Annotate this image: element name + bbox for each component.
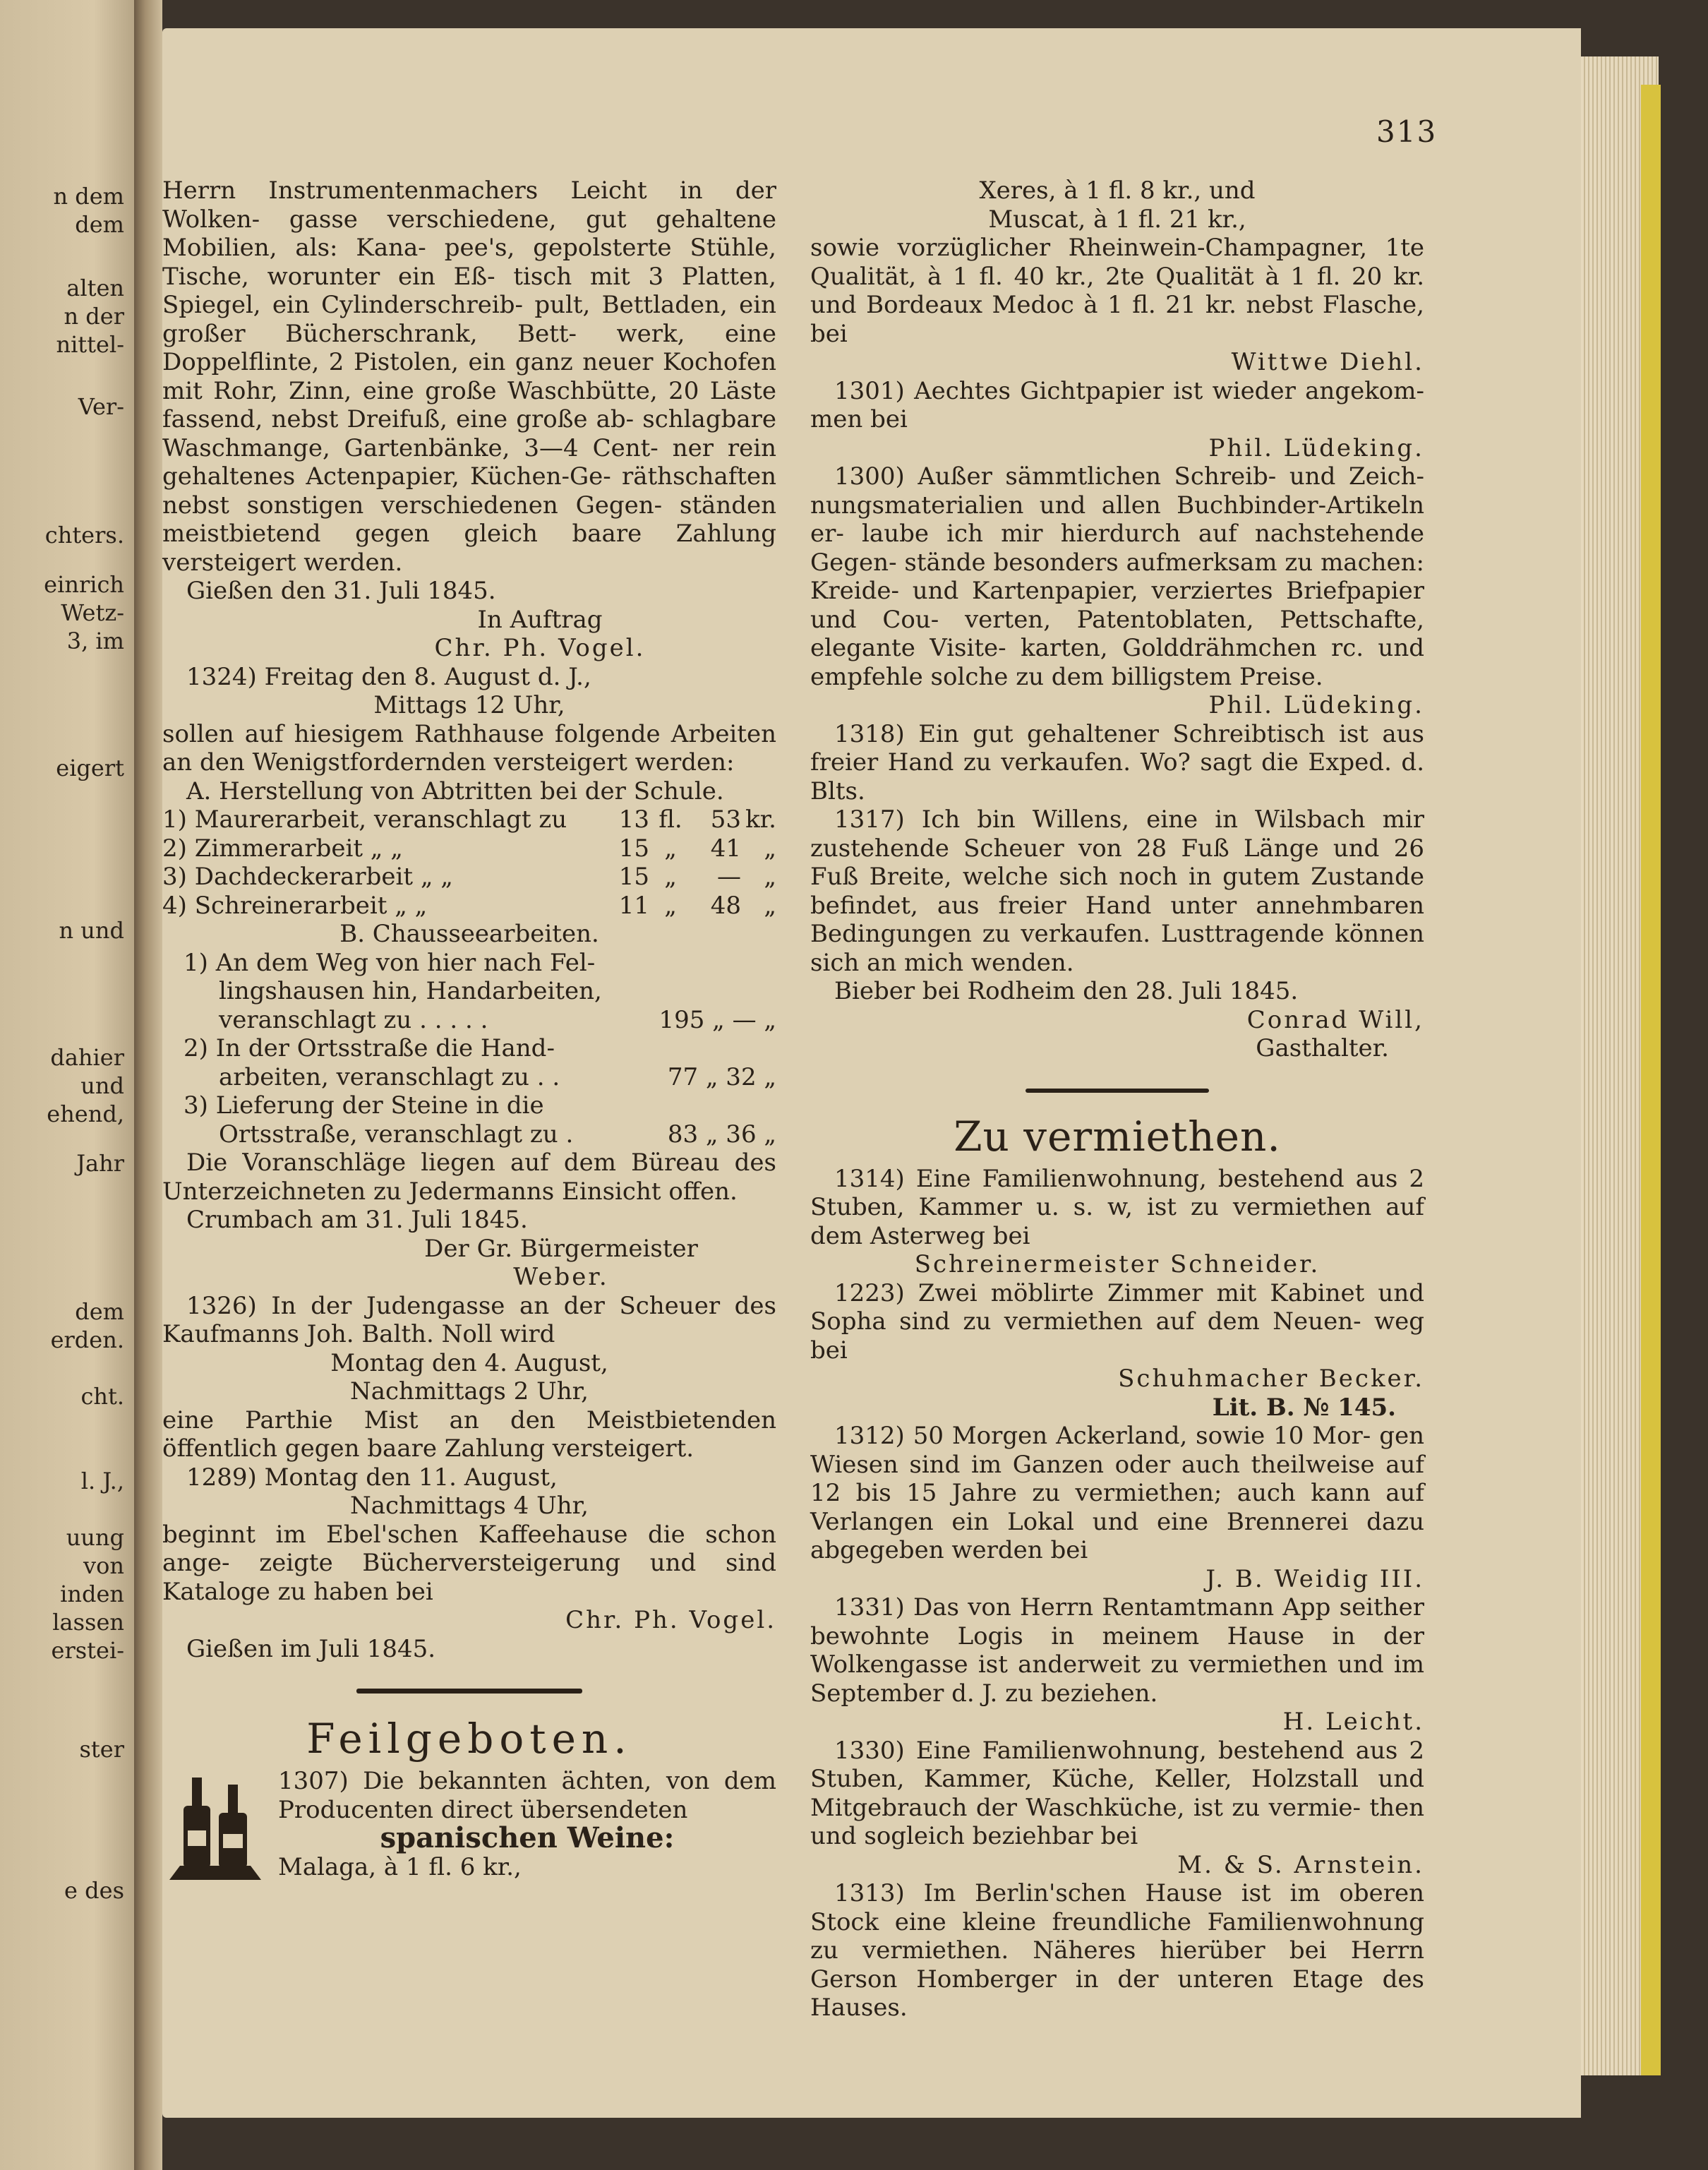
notice-1289-sig: Chr. Ph. Vogel. bbox=[565, 1606, 776, 1634]
notice-1317-place: Bieber bei Rodheim den 28. Juli 1845. bbox=[834, 977, 1299, 1005]
road-item-3a: 3) Lieferung der Steine in die bbox=[184, 1091, 544, 1120]
notice-1289-date: 1289) Montag den 11. August, bbox=[186, 1463, 558, 1492]
left-page-text-fragment: Jahr bbox=[76, 1150, 124, 1177]
notice-1330-sig: M. & S. Arnstein. bbox=[1177, 1850, 1424, 1879]
left-page-text-fragment: lassen bbox=[52, 1609, 124, 1636]
left-page-text-fragment: dahier bbox=[50, 1044, 124, 1071]
notice-1324-text: sollen auf hiesigem Rathhause folgende Arbeiten an den Wenigstfordernden versteigert werden: bbox=[162, 719, 776, 777]
notice-1313-text: 1313) Im Berlin'schen Hause ist im oberen Stock eine kleine freundliche Familienwohnung zu vermiethen. Näheres hierüber bei Herrn Gerson Homberger in der unteren Etage des Hauses. bbox=[810, 1879, 1424, 2022]
notice-1324-sig1: Der Gr. Bürgermeister bbox=[424, 1234, 698, 1263]
left-page-text-fragment: n dem bbox=[53, 183, 124, 210]
left-page-text-fragment: n und bbox=[59, 917, 124, 944]
notice-1307-text: 1307) Die bekannten ächten, von dem Producenten direct übersendeten bbox=[278, 1767, 776, 1824]
left-page-text-fragment: erstei- bbox=[51, 1637, 124, 1664]
left-page-text-fragment: eigert bbox=[56, 755, 124, 781]
notice-1331-sig: H. Leicht. bbox=[1282, 1708, 1424, 1736]
cost-unit: „ bbox=[764, 834, 776, 863]
cost-value: 11 bbox=[618, 891, 649, 920]
wine-champagner: sowie vorzüglicher Rheinwein-Champagner, 1te Qualität, à 1 fl. 40 kr., 2te Qualität à 1 fl. 20 kr. und Bordeaux Medoc à 1 fl. 21 kr. nebst Flasche, bei bbox=[810, 234, 1424, 348]
left-page-text-fragment: von bbox=[83, 1552, 124, 1579]
cost-unit: „ bbox=[664, 863, 677, 891]
yellow-edge bbox=[1641, 85, 1661, 2075]
notice-1324-section-a: A. Herstellung von Abtritten bei der Schule. bbox=[186, 777, 724, 805]
notice-1317-sig1: Conrad Will, bbox=[1246, 1005, 1424, 1034]
right-column bbox=[810, 176, 1424, 2022]
notice-1223-text: 1223) Zwei möblirte Zimmer mit Kabinet und Sopha sind zu vermiethen auf dem Neuen- weg bei bbox=[810, 1278, 1424, 1365]
section-divider bbox=[356, 1689, 582, 1694]
left-page-text-fragment: n der bbox=[64, 303, 124, 330]
road-label: arbeiten, veranschlagt zu . . bbox=[219, 1062, 560, 1091]
cost-row bbox=[162, 892, 776, 921]
page-number: 313 bbox=[1376, 114, 1438, 149]
cost-unit: fl. bbox=[658, 805, 682, 834]
road-item-1c bbox=[162, 1006, 776, 1035]
left-page-text-fragment: und bbox=[80, 1072, 124, 1099]
notice-1312-sig: J. B. Weidig III. bbox=[1205, 1564, 1424, 1593]
left-page-text-fragment: dem bbox=[75, 1298, 124, 1325]
left-page-text-fragment: Ver- bbox=[78, 393, 124, 420]
left-page-text-fragment: alten bbox=[66, 275, 124, 301]
left-page-text-fragment: dem bbox=[75, 211, 124, 238]
notice-1324-section-b: B. Chausseearbeiten. bbox=[339, 920, 599, 948]
road-label: Ortsstraße, veranschlagt zu . bbox=[219, 1120, 574, 1149]
notice-1312-text: 1312) 50 Morgen Ackerland, sowie 10 Mor- gen Wiesen sind im Ganzen oder auch theilweise auf 12 bis 15 Jahre zu vermiethen; auch kann auf Verlangen ein Lokal und eine Brennerei dazu abgegeben werden bei bbox=[810, 1422, 1424, 1564]
notice-1318-text: 1318) Ein gut gehaltener Schreibtisch ist aus freier Hand zu verkaufen. Wo? sagt die Exped. d. Blts. bbox=[810, 719, 1424, 805]
notice-1326-text: 1326) In der Judengasse an der Scheuer des Kaufmanns Joh. Balth. Noll wird bbox=[162, 1291, 776, 1348]
left-page-text-fragment: erden. bbox=[50, 1326, 124, 1353]
notice-1324-place: Crumbach am 31. Juli 1845. bbox=[186, 1206, 528, 1234]
road-item-2b bbox=[162, 1063, 776, 1092]
cost-unit: „ bbox=[764, 891, 776, 920]
notice-1300-sig: Phil. Lüdeking. bbox=[1208, 691, 1424, 719]
notice-1301-text: 1301) Aechtes Gichtpapier ist wieder angekom- men bei bbox=[810, 376, 1424, 433]
road-item-3b bbox=[162, 1120, 776, 1149]
wine-xeres: Xeres, à 1 fl. 8 kr., und bbox=[979, 176, 1256, 205]
cost-label: 4) Schreinerarbeit „ „ bbox=[162, 891, 428, 920]
cost-label: 2) Zimmerarbeit „ „ bbox=[162, 834, 403, 863]
left-page-text-fragment: 3, im bbox=[66, 628, 124, 654]
notice-1324-date: 1324) Freitag den 8. August d. J., bbox=[186, 662, 591, 691]
left-page-fragment bbox=[0, 0, 134, 2170]
cost-label: 3) Dachdeckerarbeit „ „ bbox=[162, 863, 453, 891]
cost-value: 41 bbox=[710, 834, 741, 863]
left-page-text-fragment: nittel- bbox=[56, 331, 124, 358]
notice-1314-sig: Schreinermeister Schneider. bbox=[914, 1250, 1321, 1278]
notice-vogel-place: Gießen den 31. Juli 1845. bbox=[186, 577, 496, 605]
notice-1223-sig2: Lit. B. № 145. bbox=[1212, 1393, 1396, 1422]
road-cost: 77 „ 32 „ bbox=[667, 1062, 776, 1091]
notice-1300-text: 1300) Außer sämmtlichen Schreib- und Zeich- nungsmaterialien und allen Buchbinder-Artikeln er- laube ich mir hierdurch auf nachstehende Gegen- stände besonders aufmerksam zu machen: Kreide- und Kartenpapier, verziertes Briefpapier und Cou- verten, Patentoblaten, Pettschafte, elegante Visite- karten, Golddrähmchen rc. und empfehle solche zu dem billigstem Preise. bbox=[810, 462, 1424, 691]
notice-1331-text: 1331) Das von Herrn Rentamtmann App seither bewohnte Logis in meinem Hause in der Wolkengasse ist anderweit zu vermiethen und im September d. J. zu beziehen. bbox=[810, 1593, 1424, 1708]
notice-vogel-text: Herrn Instrumentenmachers Leicht in der Wolken- gasse verschiedene, gut gehaltene Mobilien, als: Kana- pee's, gepolsterte Stühle, Tische, worunter ein Eß- tisch mit 3 Platten, Spiegel, ein Cylinderschreib- pult, Bettladen, ein großer Bücherschrank, Bett- werk, eine Doppelflinte, 2 Pistolen, ein ganz neuer Kochofen mit Rohr, Zinn, eine große Waschbütte, 20 Läste fassend, nebst Dreifuß, eine große ab- schlagbare Waschmange, Gartenbänke, 3—4 Cent- ner rein gehaltenes Actenpapier, Küchen-Ge- räthschaften nebst sonstigen verschiedenen Gegen- ständen meistbietend gegen gleich baare Zahlung versteigert werden. bbox=[162, 176, 776, 577]
notice-1324-sig2: Weber. bbox=[513, 1263, 609, 1291]
cost-unit: kr. bbox=[745, 805, 776, 834]
cost-value: — bbox=[717, 863, 741, 891]
cost-unit: „ bbox=[664, 834, 677, 863]
left-page-text-fragment: einrich bbox=[44, 571, 124, 598]
section-divider bbox=[1026, 1089, 1209, 1093]
cost-value: 48 bbox=[710, 891, 741, 920]
road-cost: 83 „ 36 „ bbox=[667, 1120, 776, 1149]
road-label: veranschlagt zu . . . . . bbox=[219, 1005, 488, 1034]
notice-1301-sig: Phil. Lüdeking. bbox=[1208, 433, 1424, 462]
cost-row bbox=[162, 805, 776, 834]
notice-1317-sig2: Gasthalter. bbox=[1256, 1034, 1389, 1062]
notice-1317-text: 1317) Ich bin Willens, eine in Wilsbach mir zustehende Scheuer von 28 Fuß Länge und 26 Fuß Breite, welche sich noch in gutem Zustande befindet, aus freier Hand unter annehmbaren Bedingungen zu verkaufen. Lusttragende können sich an mich wenden. bbox=[810, 805, 1424, 977]
notice-1324-time: Mittags 12 Uhr, bbox=[373, 691, 565, 719]
road-cost: 195 „ — „ bbox=[658, 1005, 776, 1034]
left-page-text-fragment: e des bbox=[64, 1877, 124, 1904]
notice-1307-malaga: Malaga, à 1 fl. 6 kr., bbox=[278, 1852, 522, 1881]
notice-vogel-sig1: In Auftrag bbox=[477, 605, 603, 634]
left-page-text-fragment: ehend, bbox=[47, 1101, 124, 1127]
notice-1314-text: 1314) Eine Familienwohnung, bestehend aus 2 Stuben, Kammer u. s. w, ist zu vermiethen auf dem Asterweg bei bbox=[810, 1164, 1424, 1250]
left-page-text-fragment: Wetz- bbox=[61, 599, 124, 626]
cost-row bbox=[162, 834, 776, 863]
cost-unit: „ bbox=[764, 863, 776, 891]
notice-1326-time: Nachmittags 2 Uhr, bbox=[349, 1377, 589, 1405]
notice-1289-place: Gießen im Juli 1845. bbox=[186, 1634, 436, 1663]
section-title-feilgeboten: Feilgeboten. bbox=[306, 1715, 632, 1763]
left-page-text-fragment: uung bbox=[66, 1524, 124, 1551]
wine-bottles-icon bbox=[162, 1767, 268, 1887]
notice-1289-text: beginnt im Ebel'schen Kaffeehause die schon ange- zeigte Bücherversteigerung und sind Kataloge zu haben bei bbox=[162, 1520, 776, 1606]
wine-sig: Wittwe Diehl. bbox=[1231, 348, 1424, 376]
notice-1330-text: 1330) Eine Familienwohnung, bestehend aus 2 Stuben, Kammer, Küche, Keller, Holzstall und Mitgebrauch der Waschküche, ist zu vermie- then und sogleich beziehbar bei bbox=[810, 1736, 1424, 1850]
notice-1289-time: Nachmittags 4 Uhr, bbox=[349, 1492, 589, 1520]
road-item-1b: lingshausen hin, Handarbeiten, bbox=[219, 977, 602, 1005]
notice-1307-heading: spanischen Weine: bbox=[380, 1821, 675, 1854]
wine-muscat: Muscat, à 1 fl. 21 kr., bbox=[988, 205, 1246, 234]
notice-1326-end: eine Parthie Mist an den Meistbietenden öffentlich gegen baare Zahlung versteigert. bbox=[162, 1405, 776, 1463]
notice-1324-end: Die Voranschläge liegen auf dem Büreau des Unterzeichneten zu Jedermanns Einsicht offen. bbox=[162, 1149, 776, 1206]
notice-vogel-sig2: Chr. Ph. Vogel. bbox=[434, 634, 646, 662]
notice-1223-sig1: Schuhmacher Becker. bbox=[1118, 1365, 1424, 1393]
road-item-2a: 2) In der Ortsstraße die Hand- bbox=[184, 1034, 555, 1062]
notice-1326-date: Montag den 4. August, bbox=[330, 1348, 608, 1377]
left-column bbox=[162, 176, 776, 1887]
cost-value: 53 bbox=[710, 805, 741, 834]
cost-value: 15 bbox=[618, 863, 649, 891]
notice-1324-items bbox=[162, 805, 776, 920]
cost-value: 15 bbox=[618, 834, 649, 863]
left-page-text-fragment: chters. bbox=[44, 522, 124, 549]
cost-label: 1) Maurerarbeit, veranschlagt zu bbox=[162, 805, 567, 834]
road-item-1a: 1) An dem Weg von hier nach Fel- bbox=[184, 948, 596, 977]
left-page-text-fragment: inden bbox=[60, 1581, 124, 1607]
cost-row bbox=[162, 863, 776, 892]
left-page-text-fragment: l. J., bbox=[80, 1468, 124, 1494]
section-title-vermiethen: Zu vermiethen. bbox=[954, 1112, 1281, 1161]
cost-unit: „ bbox=[664, 891, 677, 920]
cost-value: 13 bbox=[618, 805, 649, 834]
left-page-text-fragment: ster bbox=[79, 1736, 124, 1763]
book-gutter bbox=[134, 0, 162, 2170]
left-page-text-fragment: cht. bbox=[80, 1383, 124, 1410]
